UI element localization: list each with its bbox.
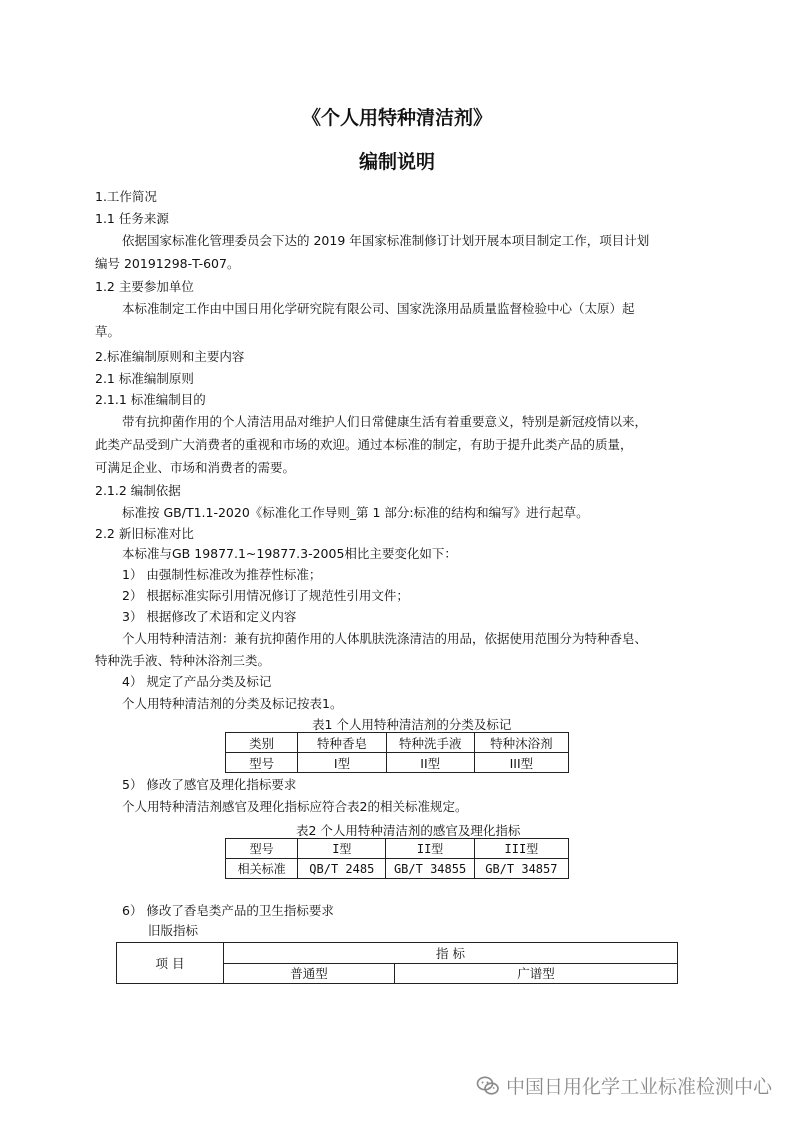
paragraph-line: 旧版指标 [148, 923, 199, 938]
table-row [117, 943, 678, 964]
table-cell: 普通型 [224, 963, 395, 984]
table-cell: 广谱型 [395, 963, 678, 984]
table-cell: II型 [386, 839, 474, 859]
section-2-heading: 2.标准编制原则和主要内容 [95, 349, 245, 364]
table-cell: III型 [474, 753, 568, 773]
table-row [226, 859, 569, 879]
paragraph-line: 本标准制定工作由中国日用化学研究院有限公司、国家洗涤用品质量监督检验中心（太原）起 [122, 301, 635, 316]
table-cell: 特种沐浴剂 [474, 733, 568, 753]
paragraph-line: 标准按 GB/T1.1-2020《标准化工作导则_第 1 部分:标准的结构和编写》进行起草。 [122, 505, 589, 520]
table-cell: 项 目 [117, 943, 224, 984]
paragraph-line: 依据国家标准化管理委员会下达的 2019 年国家标准制修订计划开展本项目制定工作，项目计划 [122, 233, 650, 248]
section-2-2-heading: 2.2 新旧标准对比 [95, 526, 194, 541]
list-item: 1） 由强制性标准改为推荐性标准； [122, 567, 322, 582]
paragraph-line: 特种洗手液、特种沐浴剂三类。 [95, 653, 271, 668]
paragraph-line: 草。 [95, 324, 121, 339]
table2 [225, 838, 569, 879]
table-row [226, 753, 569, 773]
table-cell: 特种香皂 [298, 733, 386, 753]
document-subtitle: 编制说明 [358, 151, 435, 173]
document-title: 《个人用特种清洁剂》 [301, 107, 492, 129]
paragraph-line: 可满足企业、市场和消费者的需要。 [95, 460, 296, 475]
table-cell: I型 [298, 839, 386, 859]
paragraph-line: 编号 20191298-T-607。 [95, 256, 240, 271]
table1-caption: 表1 个人用特种清洁剂的分类及标记 [312, 717, 512, 732]
section-1-2-heading: 1.2 主要参加单位 [95, 279, 194, 294]
wechat-icon [476, 1075, 500, 1097]
paragraph-line: 个人用特种清洁剂的分类及标记按表1。 [122, 696, 343, 711]
watermark [476, 1072, 772, 1099]
table-row [226, 839, 569, 859]
section-2-1-1-heading: 2.1.1 标准编制目的 [95, 392, 206, 407]
paragraph-line: 个人用特种清洁剂：兼有抗抑菌作用的人体肌肤洗涤清洁的用品，依据使用范围分为特种香皂、 [122, 631, 648, 646]
list-item: 6） 修改了香皂类产品的卫生指标要求 [122, 903, 334, 918]
table1 [225, 732, 569, 773]
table-cell: III型 [474, 839, 568, 859]
paragraph-line: 本标准与GB 19877.1~19877.3-2005相比主要变化如下： [122, 546, 457, 561]
list-item: 2） 根据标准实际引用情况修订了规范性引用文件； [122, 588, 409, 603]
section-2-1-heading: 2.1 标准编制原则 [95, 371, 194, 386]
section-1-heading: 1.工作简况 [95, 189, 157, 204]
paragraph-line: 带有抗抑菌作用的个人清洁用品对维护人们日常健康生活有着重要意义，特别是新冠疫情以来， [122, 414, 648, 429]
table-cell: 相关标准 [226, 859, 298, 879]
section-2-1-2-heading: 2.1.2 编制依据 [95, 483, 181, 498]
table-cell: 指 标 [224, 943, 678, 964]
watermark-text: 中国日用化学工业标准检测中心 [506, 1076, 773, 1098]
paragraph-line: 个人用特种清洁剂感官及理化指标应符合表2的相关标准规定。 [122, 799, 468, 814]
table-cell: GB/T 34855 [386, 859, 474, 879]
list-item: 4） 规定了产品分类及标记 [122, 674, 272, 689]
table2-caption: 表2 个人用特种清洁剂的感官及理化指标 [296, 823, 521, 838]
table-cell: II型 [386, 753, 474, 773]
table-cell: 特种洗手液 [386, 733, 474, 753]
section-1-1-heading: 1.1 任务来源 [95, 211, 169, 226]
paragraph-line: 此类产品受到广大消费者的重视和市场的欢迎。通过本标准的制定，有助于提升此类产品的质量， [95, 437, 633, 452]
table-cell: 型号 [226, 753, 298, 773]
list-item: 5） 修改了感官及理化指标要求 [122, 777, 297, 792]
table-cell: GB/T 34857 [474, 859, 568, 879]
table-cell: I型 [298, 753, 386, 773]
table-cell: 型号 [226, 839, 298, 859]
table3 [116, 942, 678, 984]
table-cell: QB/T 2485 [298, 859, 386, 879]
list-item: 3） 根据修改了术语和定义内容 [122, 609, 297, 624]
table-row [226, 733, 569, 753]
table-cell: 类别 [226, 733, 298, 753]
